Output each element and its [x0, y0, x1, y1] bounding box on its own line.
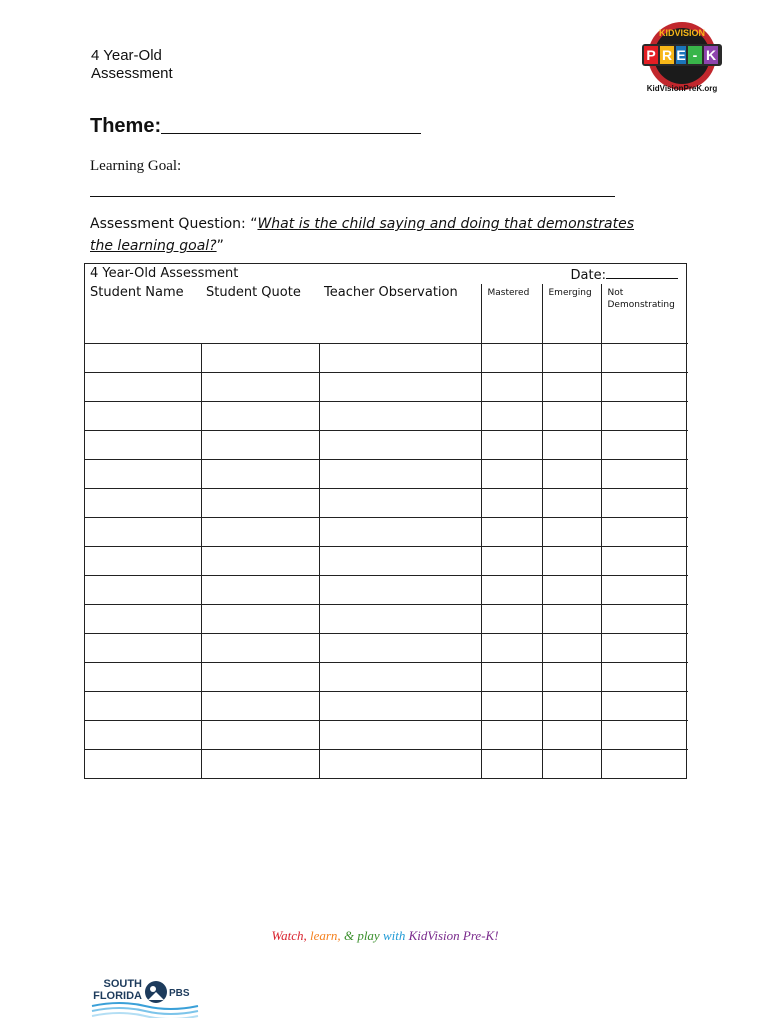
table-cell[interactable] — [542, 750, 601, 779]
table-row — [85, 460, 688, 489]
table-cell[interactable] — [542, 518, 601, 547]
table-cell[interactable] — [542, 605, 601, 634]
table-cell[interactable] — [201, 344, 319, 373]
table-cell[interactable] — [542, 373, 601, 402]
table-row — [85, 518, 688, 547]
table-cell[interactable] — [481, 634, 542, 663]
table-row — [85, 402, 688, 431]
table-cell[interactable] — [542, 402, 601, 431]
table-row — [85, 373, 688, 402]
footer-part: learn, — [309, 928, 344, 943]
table-cell[interactable] — [601, 663, 688, 692]
question-label: Assessment Question: “ — [90, 216, 258, 232]
table-cell[interactable] — [85, 576, 201, 605]
footer-part: Watch, — [271, 928, 310, 943]
assessment-grid — [85, 284, 688, 778]
table-cell[interactable] — [201, 634, 319, 663]
table-cell[interactable] — [319, 750, 481, 779]
pbs-brand: PBS — [169, 988, 190, 999]
theme-blank-line[interactable] — [161, 115, 421, 134]
table-cell[interactable] — [601, 460, 688, 489]
table-row — [85, 721, 688, 750]
footer-part: & — [343, 928, 358, 943]
table-cell[interactable] — [201, 373, 319, 402]
table-cell[interactable] — [201, 431, 319, 460]
learning-goal-label: Learning Goal: — [90, 158, 182, 174]
theme-label: Theme: — [90, 115, 162, 137]
header-row — [85, 284, 688, 344]
table-row — [85, 663, 688, 692]
table-cell[interactable] — [85, 489, 201, 518]
logo-letter: K — [705, 47, 717, 63]
table-title-row — [85, 264, 686, 284]
table-row — [85, 431, 688, 460]
table-cell[interactable] — [601, 605, 688, 634]
table-row — [85, 692, 688, 721]
footer-tagline — [0, 928, 770, 944]
table-cell[interactable] — [319, 518, 481, 547]
table-cell[interactable] — [85, 750, 201, 779]
table-cell[interactable] — [601, 750, 688, 779]
logo-letter: - — [692, 47, 698, 63]
theme-field — [90, 115, 421, 138]
question-close: ” — [216, 238, 224, 254]
footer-part: with — [382, 928, 409, 943]
logo-top-word: KIDVISION — [658, 28, 706, 38]
logo-letter: R — [661, 47, 673, 63]
table-cell[interactable] — [85, 547, 201, 576]
table-cell[interactable] — [319, 460, 481, 489]
table-cell[interactable] — [319, 547, 481, 576]
table-cell[interactable] — [542, 489, 601, 518]
table-cell[interactable] — [319, 576, 481, 605]
table-cell[interactable] — [601, 634, 688, 663]
table-cell[interactable] — [201, 750, 319, 779]
table-cell[interactable] — [542, 547, 601, 576]
header-line-1: 4 Year-Old — [91, 47, 162, 64]
table-cell[interactable] — [601, 576, 688, 605]
column-header-student-name: Student Name — [85, 284, 201, 344]
table-cell[interactable] — [601, 402, 688, 431]
table-cell[interactable] — [601, 344, 688, 373]
table-cell[interactable] — [481, 576, 542, 605]
table-title: 4 Year-Old Assessment — [90, 266, 239, 281]
assessment-table — [84, 263, 687, 779]
table-cell[interactable] — [542, 721, 601, 750]
logo-letter: P — [646, 47, 656, 63]
table-cell[interactable] — [481, 373, 542, 402]
footer-part: Pre-K! — [462, 928, 499, 943]
table-cell[interactable] — [319, 344, 481, 373]
table-cell[interactable] — [542, 431, 601, 460]
table-cell[interactable] — [319, 373, 481, 402]
table-cell[interactable] — [201, 721, 319, 750]
table-cell[interactable] — [481, 605, 542, 634]
assessment-question — [90, 213, 650, 257]
south-florida-pbs-logo — [90, 970, 200, 1018]
table-cell[interactable] — [481, 489, 542, 518]
header-line-2: Assessment — [91, 65, 173, 82]
table-cell[interactable] — [601, 518, 688, 547]
table-cell[interactable] — [481, 721, 542, 750]
learning-goal-blank-line[interactable] — [90, 196, 615, 197]
column-header-not-demonstrating: Not Demonstrating — [601, 284, 688, 344]
table-cell[interactable] — [85, 431, 201, 460]
table-cell[interactable] — [481, 663, 542, 692]
table-cell[interactable] — [481, 692, 542, 721]
column-header-emerging: Emerging — [542, 284, 601, 344]
table-cell[interactable] — [85, 344, 201, 373]
table-cell[interactable] — [201, 518, 319, 547]
table-cell[interactable] — [201, 460, 319, 489]
table-cell[interactable] — [601, 692, 688, 721]
pbs-line-1: SOUTH — [103, 978, 142, 990]
table-row — [85, 605, 688, 634]
table-cell[interactable] — [601, 721, 688, 750]
table-cell[interactable] — [481, 460, 542, 489]
table-cell[interactable] — [319, 692, 481, 721]
column-header-student-quote: Student Quote — [201, 284, 319, 344]
table-cell[interactable] — [319, 663, 481, 692]
document-header — [91, 47, 173, 83]
pbs-line-2: FLORIDA — [93, 990, 142, 1002]
table-cell[interactable] — [481, 547, 542, 576]
footer-part: KidVision — [408, 928, 463, 943]
table-cell[interactable] — [201, 547, 319, 576]
question-text: What is the child saying and doing that demonstrates the learning goal? — [90, 216, 635, 254]
table-cell[interactable] — [85, 721, 201, 750]
table-cell[interactable] — [542, 692, 601, 721]
table-cell[interactable] — [85, 663, 201, 692]
table-row — [85, 489, 688, 518]
table-cell[interactable] — [201, 663, 319, 692]
table-row — [85, 576, 688, 605]
table-cell[interactable] — [319, 489, 481, 518]
table-cell[interactable] — [542, 460, 601, 489]
table-cell[interactable] — [319, 402, 481, 431]
column-header-mastered: Mastered — [481, 284, 542, 344]
table-cell[interactable] — [85, 373, 201, 402]
table-cell[interactable] — [601, 431, 688, 460]
logo-letter: E — [676, 47, 686, 63]
table-cell[interactable] — [201, 402, 319, 431]
table-cell[interactable] — [85, 460, 201, 489]
table-cell[interactable] — [601, 489, 688, 518]
logo-url: KidVisionPreK.org — [646, 84, 718, 93]
table-cell[interactable] — [481, 402, 542, 431]
table-row — [85, 634, 688, 663]
date-field — [571, 266, 678, 283]
table-cell[interactable] — [542, 576, 601, 605]
grid-body — [85, 344, 688, 779]
table-row — [85, 547, 688, 576]
footer-part: play — [357, 928, 383, 943]
table-cell[interactable] — [601, 547, 688, 576]
table-cell[interactable] — [201, 692, 319, 721]
table-cell[interactable] — [201, 489, 319, 518]
table-cell[interactable] — [85, 634, 201, 663]
table-cell[interactable] — [201, 576, 319, 605]
table-cell[interactable] — [542, 344, 601, 373]
table-cell[interactable] — [319, 721, 481, 750]
table-cell[interactable] — [85, 605, 201, 634]
table-cell[interactable] — [481, 750, 542, 779]
table-cell[interactable] — [481, 344, 542, 373]
table-cell[interactable] — [85, 518, 201, 547]
table-cell[interactable] — [542, 663, 601, 692]
date-blank-line[interactable] — [606, 266, 678, 279]
table-cell[interactable] — [201, 605, 319, 634]
table-row — [85, 344, 688, 373]
table-row — [85, 750, 688, 779]
table-cell[interactable] — [85, 402, 201, 431]
date-label: Date: — [570, 268, 606, 283]
table-cell[interactable] — [481, 518, 542, 547]
table-cell[interactable] — [319, 431, 481, 460]
table-cell[interactable] — [481, 431, 542, 460]
table-cell[interactable] — [319, 634, 481, 663]
table-cell[interactable] — [542, 634, 601, 663]
table-cell[interactable] — [85, 692, 201, 721]
table-cell[interactable] — [601, 373, 688, 402]
table-cell[interactable] — [319, 605, 481, 634]
column-header-teacher-observation: Teacher Observation — [319, 284, 481, 344]
